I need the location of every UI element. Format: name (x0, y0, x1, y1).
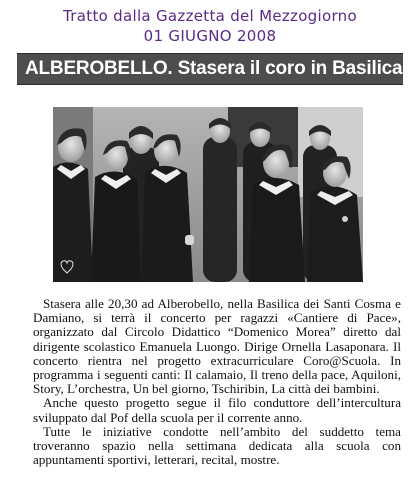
headline: ALBEROBELLO. Stasera il coro in Basilica (25, 58, 403, 79)
children-choir-photo (53, 107, 363, 282)
article-paragraph: Tutte le iniziative condotte nell’ambito del suddetto tema troveranno spazio nella settimana dedicata alla scuola con appuntamenti sportivi, letterari, recital, mostre. (33, 423, 401, 468)
headline-bar (17, 53, 403, 85)
article-body (33, 297, 401, 467)
child-figure (203, 118, 237, 282)
publication-date: 01 GIUGNO 2008 (143, 27, 277, 45)
source-line: Tratto dalla Gazzetta del Mezzogiorno (63, 7, 357, 25)
article-paragraph: Stasera alle 20,30 ad Alberobello, nella Basilica dei Santi Cosma e Damiano, si terrà il concerto per ragazzi «Cantiere di Pace», organizzato dal Circolo Didattico “Domenico Morea” diretto dal dirigente scolastico Emanuela Luongo. Dirige Ornella Lasaponara. Il concerto rientra nel progetto extracurriculare Coro@Scuola. In programma i seguenti canti: Il calamaio, Il treno della pace, Aquiloni, Story, L’orchestra, Un bel giorno, Tschiribin, La città dei bambini. (33, 296, 401, 397)
article-paragraph: Anche questo progetto segue il filo conduttore dell’intercultura sviluppato dal Pof della scuola per il corrente anno. (33, 395, 401, 425)
